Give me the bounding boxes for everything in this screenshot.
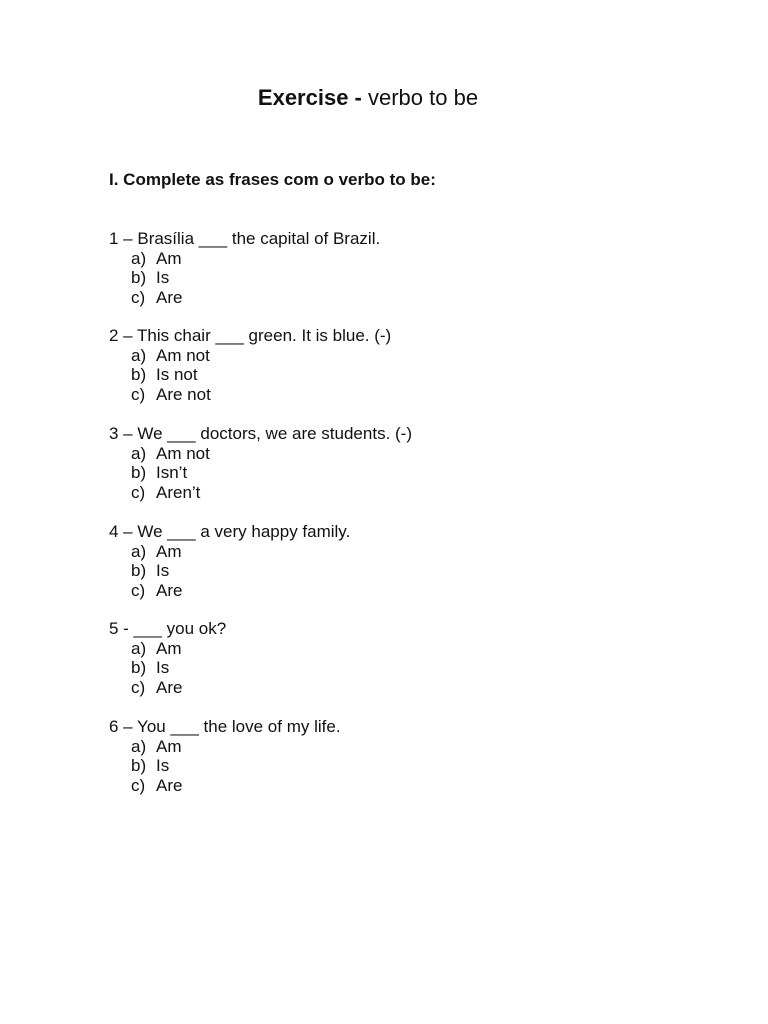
option-b [131,268,380,288]
option-a [131,737,341,757]
option-c [131,678,226,698]
option-letter: a) [131,638,147,658]
question-3 [109,424,412,502]
option-a [131,542,350,562]
option-text: Aren’t [156,482,201,502]
option-text: Is [156,658,170,678]
option-letter: c) [131,580,146,600]
option-b [131,756,341,776]
title-bold-part: Exercise - [257,85,362,110]
option-text: Are [156,677,183,697]
option-text: Are not [156,384,211,404]
option-text: Are [156,580,183,600]
option-a [131,639,226,659]
option-text: Am not [156,443,210,463]
question-stem: 5 - ___ you ok? [109,619,227,638]
question-2 [109,326,391,404]
question-5 [109,619,226,697]
question-stem: 4 – We ___ a very happy family. [109,522,351,541]
option-text: Is [156,268,170,288]
option-list [109,639,226,698]
option-a [131,444,412,464]
option-letter: c) [131,287,146,307]
option-text: Am [156,638,182,658]
option-b [131,365,391,385]
option-letter: b) [131,463,147,483]
question-stem: 3 – We ___ doctors, we are students. (-) [109,424,412,443]
option-letter: a) [131,443,147,463]
option-text: Am [156,248,182,268]
option-c [131,483,412,503]
question-1 [109,229,380,307]
option-list [109,346,391,405]
option-letter: c) [131,482,146,502]
option-b [131,561,350,581]
option-text: Is [156,561,170,581]
option-list [109,737,341,796]
option-c [131,776,341,796]
option-a [131,346,391,366]
option-text: Am [156,736,182,756]
option-letter: c) [131,384,146,404]
question-stem: 2 – This chair ___ green. It is blue. (-) [109,326,392,345]
option-letter: a) [131,541,147,561]
option-letter: b) [131,756,147,776]
option-list [109,444,412,503]
option-text: Am [156,541,182,561]
option-letter: a) [131,345,147,365]
option-letter: c) [131,775,146,795]
option-letter: a) [131,248,147,268]
option-letter: b) [131,365,147,385]
question-4 [109,522,350,600]
instruction-heading: I. Complete as frases com o verbo to be: [109,170,436,189]
option-list [109,542,350,601]
option-letter: b) [131,561,147,581]
option-text: Is [156,756,170,776]
option-text: Is not [156,365,198,385]
option-b [131,463,412,483]
option-text: Am not [156,345,210,365]
option-c [131,385,391,405]
title-normal-part: verbo to be [368,85,479,110]
option-text: Are [156,775,183,795]
option-letter: b) [131,658,147,678]
option-list [109,249,380,308]
option-c [131,581,350,601]
option-a [131,249,380,269]
option-b [131,658,226,678]
question-stem: 6 – You ___ the love of my life. [109,717,341,736]
option-text: Are [156,287,183,307]
page-title [0,84,736,112]
option-c [131,288,380,308]
question-6 [109,717,341,795]
question-stem: 1 – Brasília ___ the capital of Brazil. [109,229,381,248]
option-letter: c) [131,677,146,697]
option-letter: a) [131,736,147,756]
option-text: Isn’t [156,463,188,483]
option-letter: b) [131,268,147,288]
